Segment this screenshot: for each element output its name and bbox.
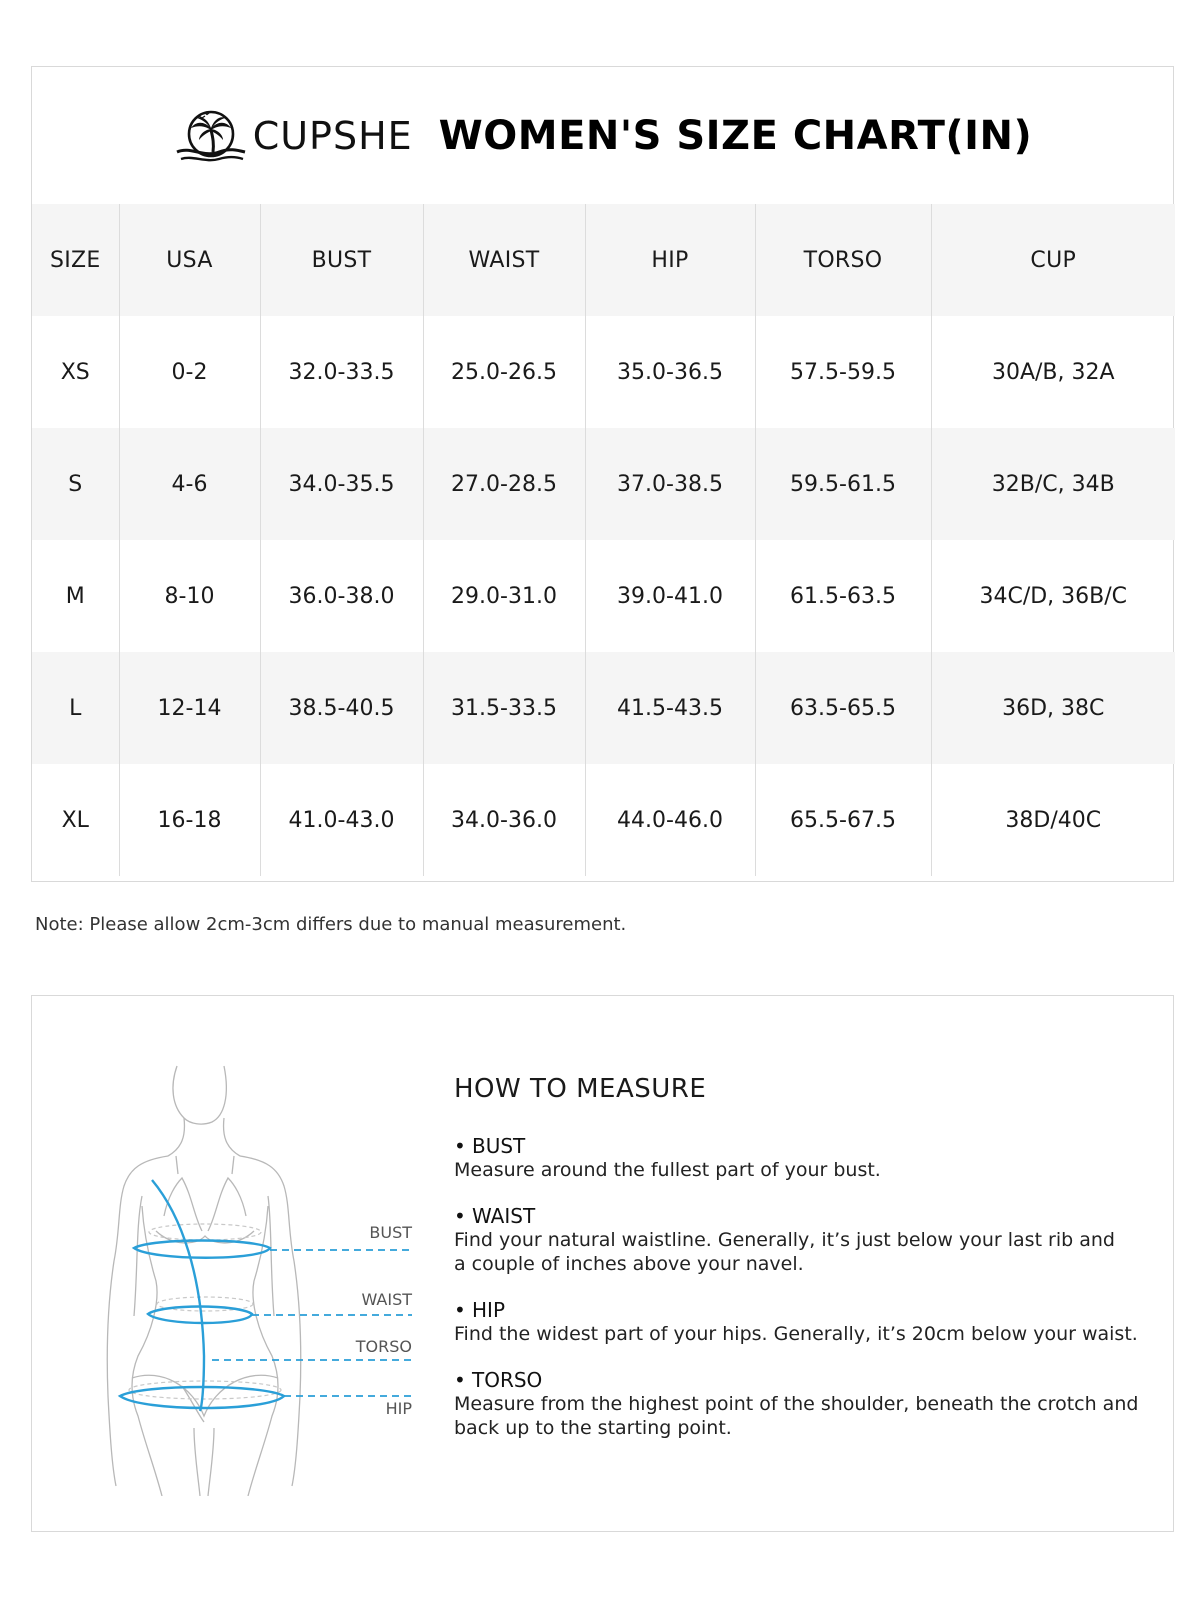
column-header: USA (119, 204, 260, 316)
table-row (32, 428, 1175, 540)
measurement-note: Note: Please allow 2cm-3cm differs due to manual measurement. (35, 914, 627, 935)
table-cell: 38D/40C (931, 764, 1175, 876)
figure-label-hip: HIP (385, 1399, 412, 1418)
measure-item-desc: Find your natural waistline. Generally, it’s just below your last rib and (454, 1229, 1115, 1251)
table-cell: 39.0-41.0 (585, 540, 755, 652)
table-cell: 0-2 (119, 316, 260, 428)
bullet-icon: • (454, 1134, 466, 1158)
table-cell: 59.5-61.5 (755, 428, 931, 540)
table-cell: 38.5-40.5 (260, 652, 423, 764)
measure-item-desc: Find the widest part of your hips. Generally, it’s 20cm below your waist. (454, 1323, 1138, 1345)
table-cell: 27.0-28.5 (423, 428, 585, 540)
measure-item-waist (454, 1204, 1154, 1276)
column-header: SIZE (32, 204, 119, 316)
table-cell: L (32, 652, 119, 764)
table-cell: 41.5-43.5 (585, 652, 755, 764)
table-cell: 36.0-38.0 (260, 540, 423, 652)
table-cell: S (32, 428, 119, 540)
table-cell: 34.0-36.0 (423, 764, 585, 876)
figure-label-bust: BUST (369, 1223, 412, 1242)
table-cell: 12-14 (119, 652, 260, 764)
bullet-icon: • (454, 1298, 466, 1322)
table-cell: 8-10 (119, 540, 260, 652)
measure-item-name: BUST (472, 1134, 526, 1158)
table-cell: 36D, 38C (931, 652, 1175, 764)
table-cell: 4-6 (119, 428, 260, 540)
figure-label-waist: WAIST (361, 1290, 412, 1309)
how-to-measure-panel (31, 995, 1174, 1532)
table-cell: 30A/B, 32A (931, 316, 1175, 428)
table-cell: 35.0-36.5 (585, 316, 755, 428)
table-row (32, 540, 1175, 652)
measure-item-hip (454, 1298, 1154, 1346)
table-cell: 44.0-46.0 (585, 764, 755, 876)
table-cell: 63.5-65.5 (755, 652, 931, 764)
measure-item-desc: a couple of inches above your navel. (454, 1253, 804, 1275)
table-row (32, 316, 1175, 428)
column-header: HIP (585, 204, 755, 316)
table-header-row (32, 204, 1175, 316)
column-header: BUST (260, 204, 423, 316)
measure-item-name: WAIST (472, 1204, 536, 1228)
measure-item-bust (454, 1134, 1154, 1182)
size-table (32, 204, 1175, 876)
bullet-icon: • (454, 1204, 466, 1228)
table-cell: 41.0-43.0 (260, 764, 423, 876)
table-cell: 16-18 (119, 764, 260, 876)
how-to-measure-title: HOW TO MEASURE (454, 1074, 707, 1104)
column-header: WAIST (423, 204, 585, 316)
size-chart-panel (31, 66, 1174, 882)
table-cell: 29.0-31.0 (423, 540, 585, 652)
table-cell: 31.5-33.5 (423, 652, 585, 764)
brand-name: CUPSHE (252, 113, 413, 158)
table-cell: 32.0-33.5 (260, 316, 423, 428)
palm-logo-icon (173, 108, 249, 164)
table-cell: 34C/D, 36B/C (931, 540, 1175, 652)
chart-title: WOMEN'S SIZE CHART(IN) (438, 112, 1033, 159)
table-cell: 32B/C, 34B (931, 428, 1175, 540)
table-cell: 34.0-35.5 (260, 428, 423, 540)
table-cell: 61.5-63.5 (755, 540, 931, 652)
brand (173, 108, 413, 164)
body-figure-illustration (72, 1056, 432, 1496)
how-to-measure-text (454, 1074, 1154, 1462)
measure-item-desc: back up to the starting point. (454, 1417, 732, 1439)
measure-item-desc: Measure around the fullest part of your bust. (454, 1159, 881, 1181)
table-cell: XS (60, 359, 90, 385)
table-cell: 65.5-67.5 (755, 764, 931, 876)
chart-header (32, 67, 1173, 204)
measure-item-name: TORSO (472, 1368, 543, 1392)
measure-item-desc: Measure from the highest point of the shoulder, beneath the crotch and (454, 1393, 1139, 1415)
table-cell: 57.5-59.5 (755, 316, 931, 428)
table-cell: XL (61, 807, 89, 833)
measure-item-name: HIP (472, 1298, 505, 1322)
figure-label-torso: TORSO (355, 1337, 412, 1356)
bullet-icon: • (454, 1368, 466, 1392)
table-cell: 25.0-26.5 (423, 316, 585, 428)
column-header: TORSO (755, 204, 931, 316)
table-cell: 37.0-38.5 (585, 428, 755, 540)
table-cell: M (65, 583, 85, 609)
table-row (32, 652, 1175, 764)
measure-item-torso (454, 1368, 1154, 1440)
table-row (32, 764, 1175, 876)
column-header: CUP (931, 204, 1175, 316)
